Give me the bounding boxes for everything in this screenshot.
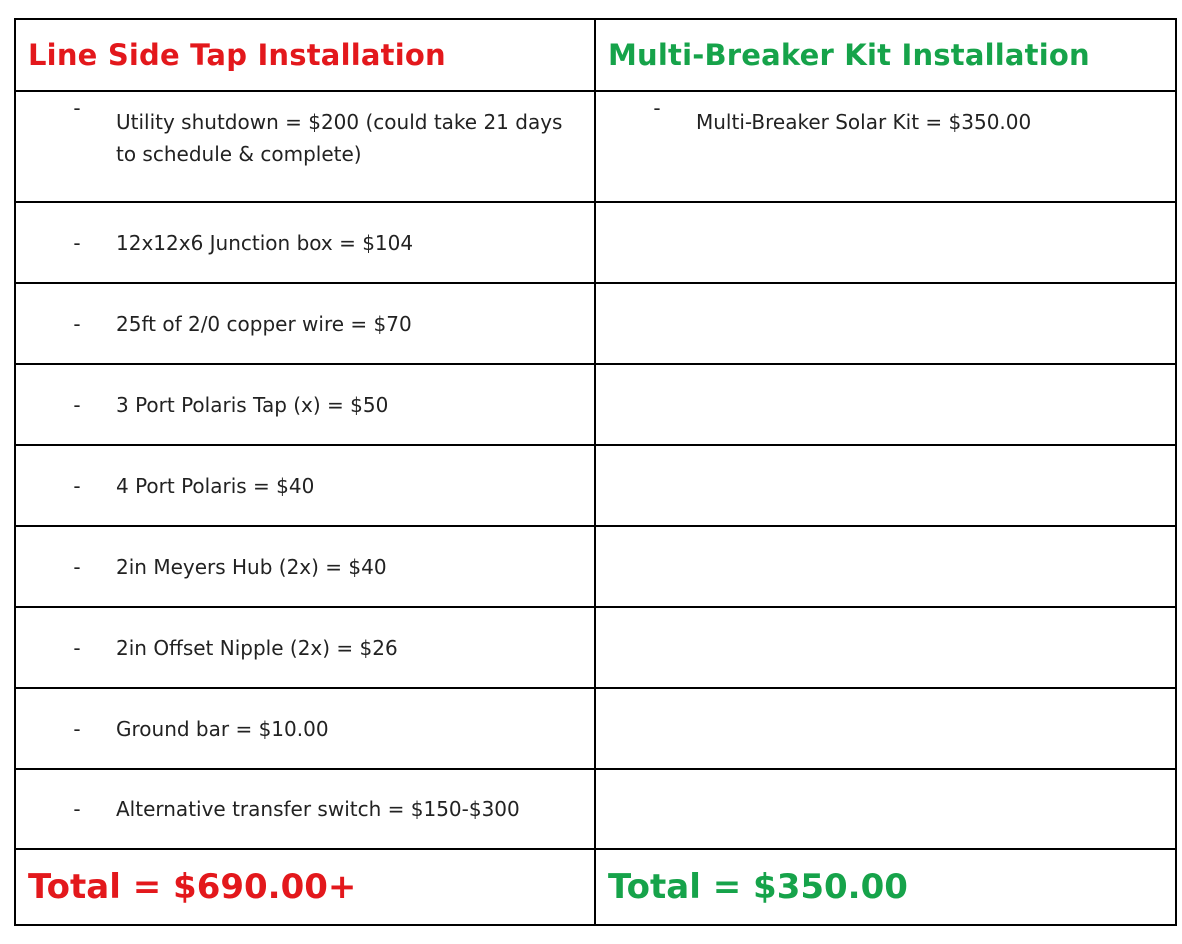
dash-bullet: - — [73, 797, 81, 821]
list-item — [16, 713, 594, 745]
table-row — [15, 91, 1176, 202]
right-header-cell — [595, 19, 1176, 91]
right-empty-cell — [595, 688, 1176, 769]
item-text: Multi-Breaker Solar Kit = $350.00 — [696, 110, 1032, 134]
item-text: 12x12x6 Junction box = $104 — [116, 230, 414, 255]
right-total-cell — [595, 849, 1176, 925]
left-item-cell — [15, 607, 595, 688]
table-row — [15, 445, 1176, 526]
dash-bullet: - — [73, 311, 81, 336]
cost-comparison-table — [14, 18, 1177, 926]
item-text: Ground bar = $10.00 — [116, 716, 329, 741]
item-text: 2in Offset Nipple (2x) = $26 — [116, 635, 398, 660]
dash-bullet: - — [73, 635, 81, 660]
dash-bullet: - — [653, 96, 661, 120]
table-row — [15, 364, 1176, 445]
left-item-cell — [15, 526, 595, 607]
dash-bullet: - — [73, 96, 81, 120]
left-item-cell — [15, 283, 595, 364]
table-row — [15, 688, 1176, 769]
item-text: 3 Port Polaris Tap (x) = $50 — [116, 392, 389, 417]
right-empty-cell — [595, 283, 1176, 364]
list-item — [16, 92, 594, 170]
right-empty-cell — [595, 769, 1176, 849]
right-empty-cell — [595, 364, 1176, 445]
dash-bullet: - — [73, 716, 81, 741]
left-item-cell — [15, 202, 595, 283]
dash-bullet: - — [73, 230, 81, 255]
multi-breaker-kit-total: Total = $350.00 — [608, 867, 908, 907]
left-item-cell — [15, 364, 595, 445]
list-item — [16, 551, 594, 583]
table-row — [15, 607, 1176, 688]
list-item — [16, 470, 594, 502]
left-header-cell — [15, 19, 595, 91]
multi-breaker-kit-title: Multi-Breaker Kit Installation — [608, 38, 1090, 72]
right-empty-cell — [595, 202, 1176, 283]
right-empty-cell — [595, 445, 1176, 526]
left-item-cell — [15, 769, 595, 849]
left-total-cell — [15, 849, 595, 925]
list-item — [16, 389, 594, 421]
left-item-cell — [15, 688, 595, 769]
left-item-cell — [15, 91, 595, 202]
header-row — [15, 19, 1176, 91]
list-item — [16, 227, 594, 259]
item-text: 2in Meyers Hub (2x) = $40 — [116, 554, 387, 579]
item-text: Utility shutdown = $200 (could take 21 days to schedule & complete) — [116, 110, 563, 166]
list-item — [16, 793, 594, 825]
item-text: Alternative transfer switch = $150-$300 — [116, 797, 520, 821]
dash-bullet: - — [73, 554, 81, 579]
total-row — [15, 849, 1176, 925]
list-item — [16, 632, 594, 664]
right-empty-cell — [595, 607, 1176, 688]
dash-bullet: - — [73, 392, 81, 417]
list-item — [16, 308, 594, 340]
left-item-cell — [15, 445, 595, 526]
line-side-tap-total: Total = $690.00+ — [28, 867, 357, 907]
line-side-tap-title: Line Side Tap Installation — [28, 38, 446, 72]
table-row — [15, 526, 1176, 607]
table-row — [15, 283, 1176, 364]
list-item — [596, 92, 1175, 138]
table-row — [15, 202, 1176, 283]
table-row — [15, 769, 1176, 849]
right-item-cell — [595, 91, 1176, 202]
right-empty-cell — [595, 526, 1176, 607]
item-text: 25ft of 2/0 copper wire = $70 — [116, 311, 412, 336]
dash-bullet: - — [73, 473, 81, 498]
item-text: 4 Port Polaris = $40 — [116, 473, 315, 498]
